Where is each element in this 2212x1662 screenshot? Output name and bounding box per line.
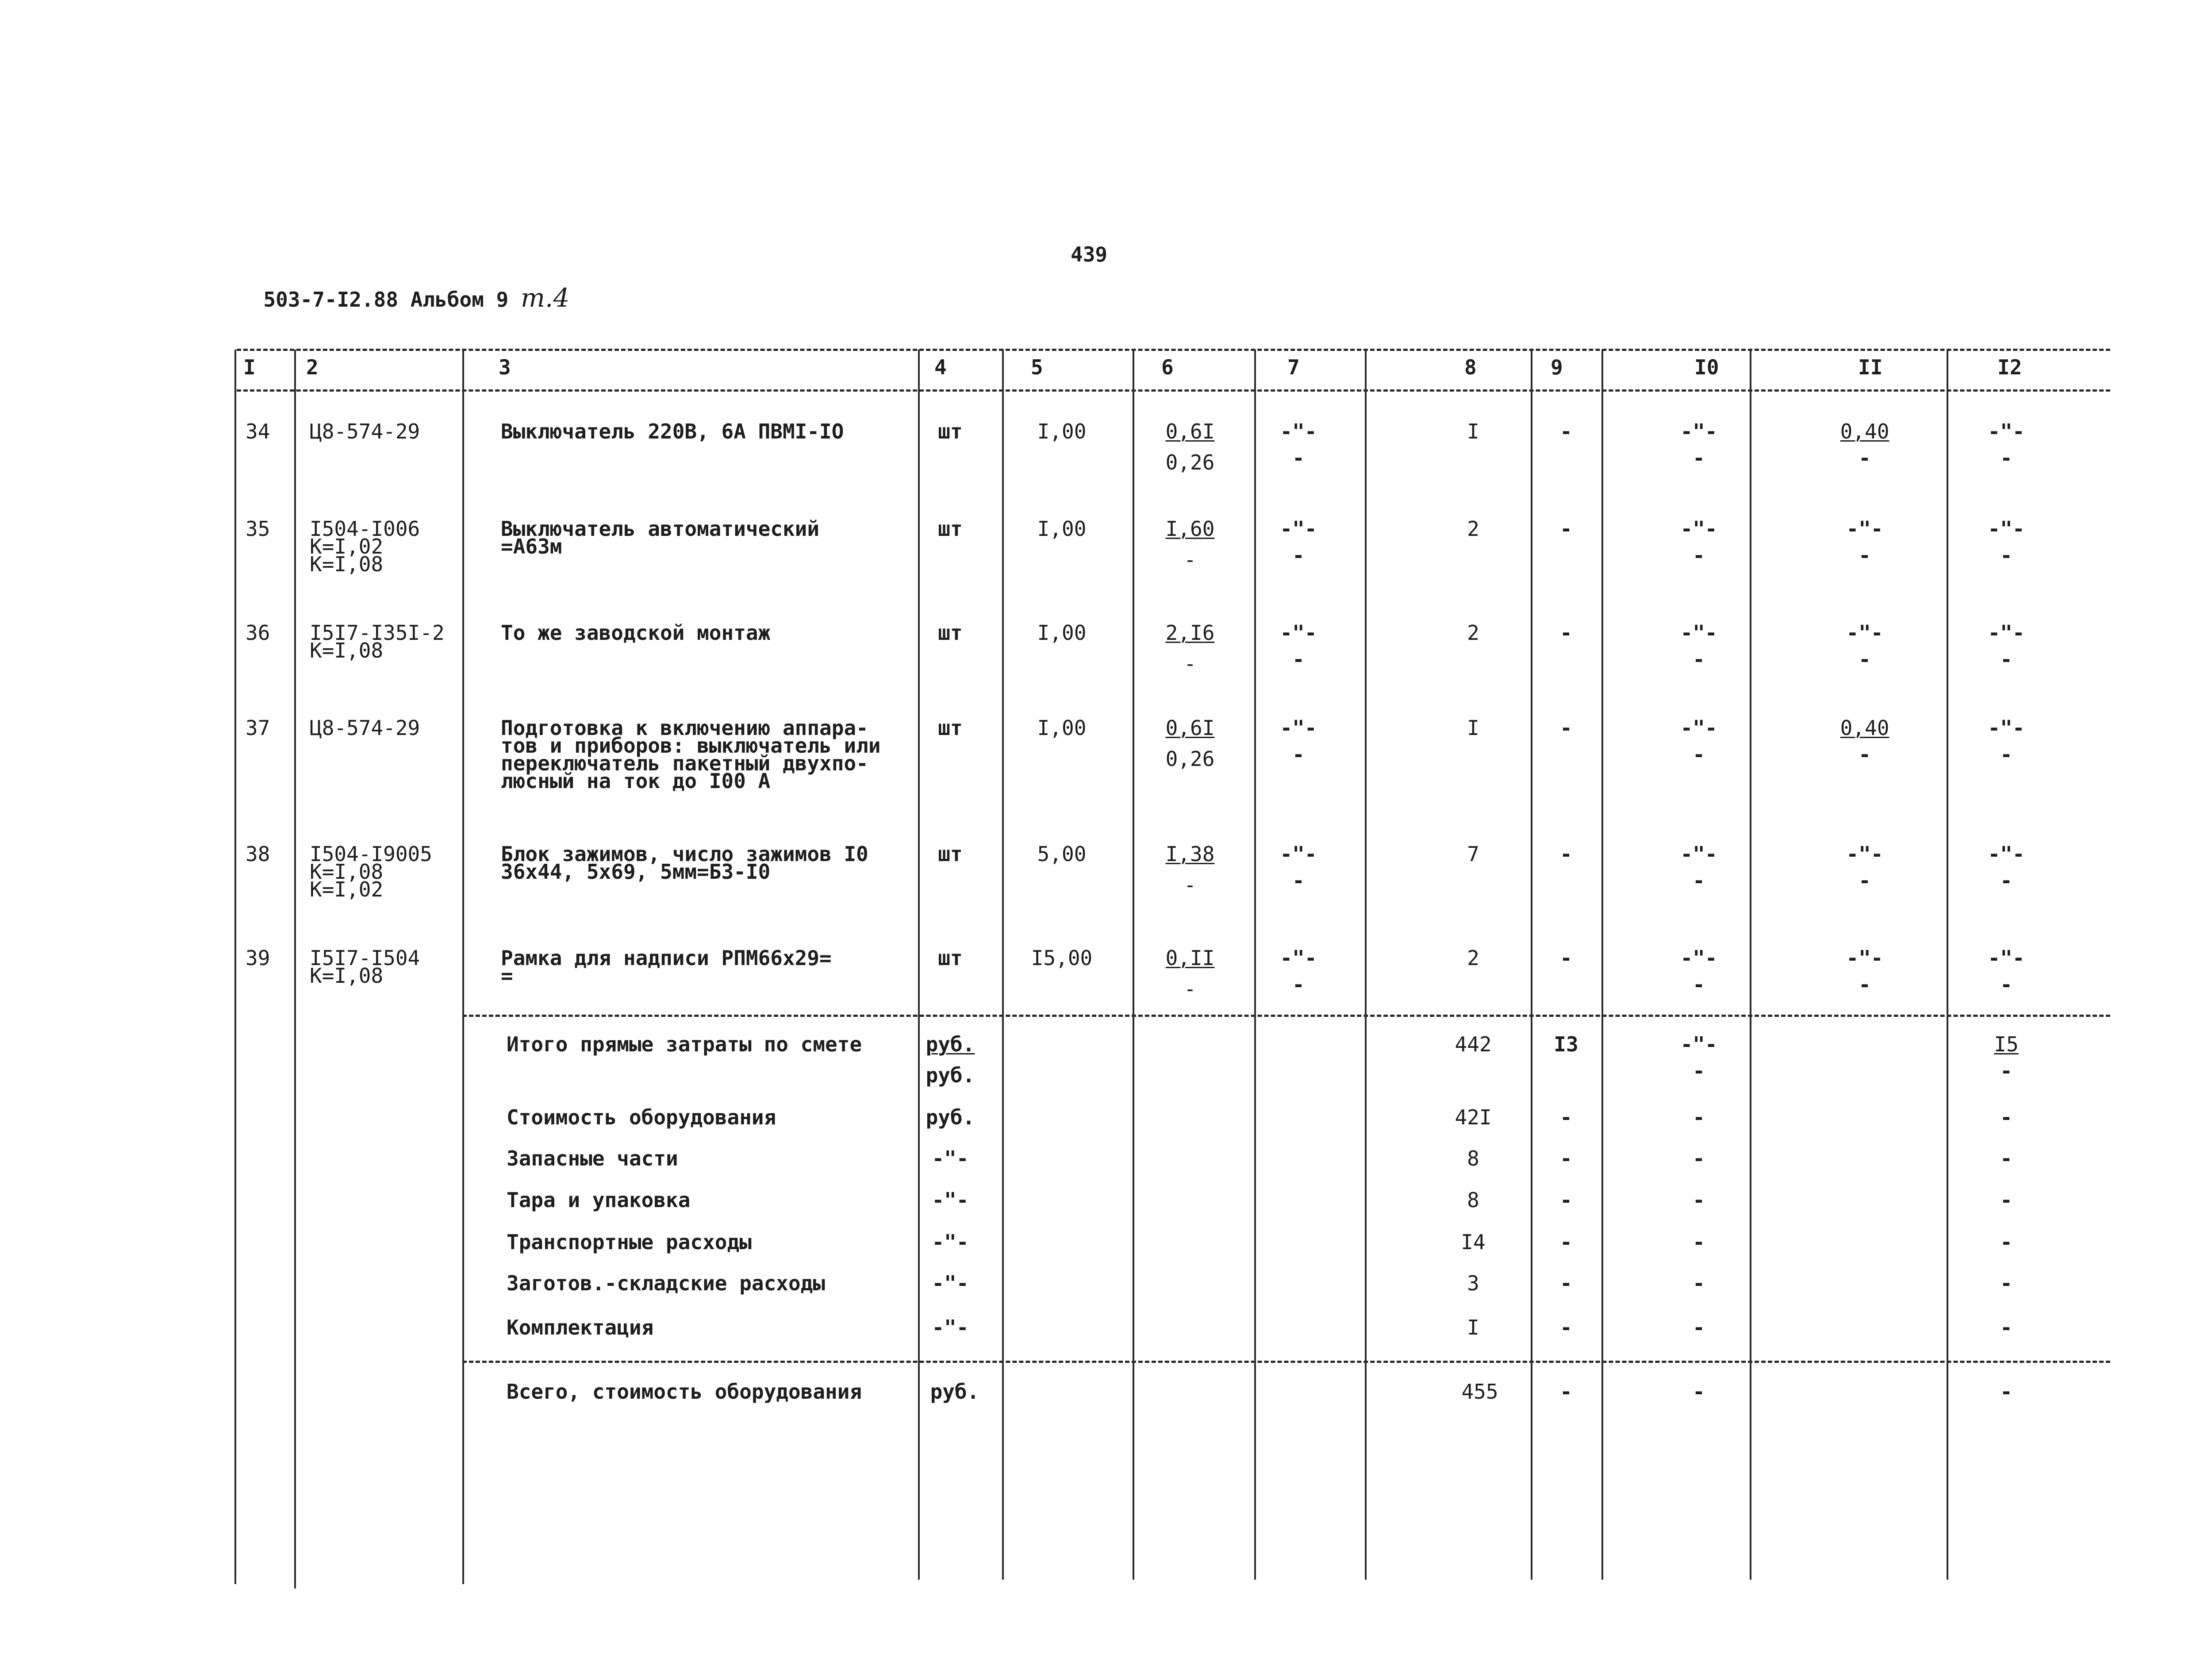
summary-col12: - xyxy=(2000,1230,2012,1254)
summary-col9: - xyxy=(1560,1230,1572,1254)
summary-col12: - xyxy=(2000,1105,2012,1129)
resource-code: I504-I9005 xyxy=(310,842,432,866)
summary-col10: - xyxy=(1693,1316,1705,1339)
column-header-2: 2 xyxy=(306,355,319,379)
resource-code: I5I7-I504 xyxy=(310,946,420,970)
summary-label: Запасные части xyxy=(507,1146,678,1170)
summary-unit: руб. xyxy=(926,1032,975,1056)
item-name: 36х44, 5х69, 5мм=БЗ-I0 xyxy=(501,860,771,884)
col6-cell: 0,26 xyxy=(1165,450,1215,474)
summary-col8: I xyxy=(1467,1316,1479,1339)
col10-cell: - xyxy=(1693,743,1705,766)
col12-cell: -"- xyxy=(1988,517,2025,541)
summary-col12: - xyxy=(2000,1316,2012,1339)
col10-cell: -"- xyxy=(1680,517,1717,541)
col9-cell: - xyxy=(1560,946,1572,970)
document-code-handwritten: т.4 xyxy=(520,283,570,313)
col12-cell: - xyxy=(2000,446,2012,470)
row-number: 39 xyxy=(246,946,270,970)
col9-cell: - xyxy=(1560,716,1572,740)
summary-col9: - xyxy=(1560,1188,1572,1212)
col12-cell: -"- xyxy=(1988,621,2025,645)
quantity-cell: I,00 xyxy=(1037,621,1087,645)
item-name: Выключатель 220В, 6А ПВМI-IО xyxy=(501,419,844,443)
col7-cell: -"- xyxy=(1280,621,1317,645)
total-col9: - xyxy=(1560,1380,1572,1404)
table-rule xyxy=(462,1015,2110,1017)
col9-cell: - xyxy=(1560,621,1572,645)
column-header-11: II xyxy=(1858,355,1883,379)
summary-col9: - xyxy=(1560,1105,1572,1129)
unit-cell: шт xyxy=(938,946,963,970)
summary-col12: I5 xyxy=(1994,1032,2019,1056)
row-number: 36 xyxy=(246,621,270,645)
row-number: 37 xyxy=(246,716,270,740)
col8-cell: I xyxy=(1467,716,1479,740)
item-name: тов и приборов: выключатель или xyxy=(501,734,881,758)
resource-code: К=I,08 xyxy=(310,860,384,884)
column-header-7: 7 xyxy=(1287,355,1300,379)
col12-cell: -"- xyxy=(1988,946,2025,970)
resource-code: Ц8-574-29 xyxy=(310,419,420,443)
total-label: Всего, стоимость оборудования xyxy=(507,1380,862,1404)
col11-cell: - xyxy=(1859,543,1871,567)
summary-col8: 8 xyxy=(1467,1188,1479,1212)
col7-cell: - xyxy=(1292,647,1305,671)
summary-col12: - xyxy=(2000,1059,2012,1083)
unit-cell: шт xyxy=(938,419,963,443)
unit-cell: шт xyxy=(938,517,963,541)
column-header-3: 3 xyxy=(499,355,511,379)
col12-cell: -"- xyxy=(1988,716,2025,740)
col12-cell: - xyxy=(2000,869,2012,893)
col9-cell: - xyxy=(1560,842,1572,866)
col7-cell: - xyxy=(1292,446,1305,470)
col10-cell: - xyxy=(1693,973,1705,996)
total-unit: руб. xyxy=(930,1380,979,1404)
col11-cell: - xyxy=(1859,446,1871,470)
col7-cell: - xyxy=(1292,869,1305,893)
summary-col10: - xyxy=(1693,1105,1705,1129)
summary-unit: -"- xyxy=(932,1146,969,1170)
column-header-1: I xyxy=(243,355,256,379)
col7-cell: -"- xyxy=(1280,716,1317,740)
summary-label: Итого прямые затраты по смете xyxy=(507,1032,862,1056)
col10-cell: - xyxy=(1693,446,1705,470)
col8-cell: 7 xyxy=(1467,842,1479,866)
summary-label: Заготов.-складские расходы xyxy=(507,1271,826,1295)
item-name: люсный на ток до I00 А xyxy=(501,769,771,793)
item-name: Подготовка к включению аппара- xyxy=(501,716,868,740)
unit-cell: шт xyxy=(938,842,963,866)
col7-cell: -"- xyxy=(1280,517,1317,541)
summary-col8: 8 xyxy=(1467,1146,1479,1170)
summary-col9: - xyxy=(1560,1316,1572,1339)
summary-col12: - xyxy=(2000,1271,2012,1295)
resource-code: К=I,08 xyxy=(310,639,384,662)
resource-code: Ц8-574-29 xyxy=(310,716,420,740)
resource-code: К=I,02 xyxy=(310,877,384,901)
col7-cell: -"- xyxy=(1280,842,1317,866)
document-code-text: 503-7-I2.88 Альбом 9 xyxy=(263,288,521,312)
summary-col9: - xyxy=(1560,1146,1572,1170)
col6-cell: 0,II xyxy=(1165,946,1215,970)
summary-col9: I3 xyxy=(1554,1032,1578,1056)
summary-col8: 442 xyxy=(1455,1032,1492,1056)
col10-cell: -"- xyxy=(1680,716,1717,740)
col11-cell: 0,40 xyxy=(1840,716,1889,740)
summary-label: Стоимость оборудования xyxy=(507,1105,776,1129)
col6-cell: - xyxy=(1184,977,1196,1001)
col6-cell: 0,26 xyxy=(1165,747,1215,771)
col10-cell: - xyxy=(1693,543,1705,567)
col6-cell: - xyxy=(1184,873,1196,897)
summary-col12: - xyxy=(2000,1146,2012,1170)
col12-cell: - xyxy=(2000,973,2012,996)
column-divider xyxy=(234,350,236,1584)
col6-cell: 0,6I xyxy=(1165,716,1215,740)
summary-col8: 3 xyxy=(1467,1271,1479,1295)
summary-col10: - xyxy=(1693,1271,1705,1295)
col7-cell: - xyxy=(1292,743,1305,766)
summary-unit: руб. xyxy=(926,1063,975,1087)
summary-label: Тара и упаковка xyxy=(507,1188,691,1212)
col9-cell: - xyxy=(1560,517,1572,541)
item-name: Выключатель автоматический xyxy=(501,517,820,541)
summary-unit: -"- xyxy=(932,1271,969,1295)
col11-cell: - xyxy=(1859,869,1871,893)
col7-cell: -"- xyxy=(1280,419,1317,443)
col12-cell: - xyxy=(2000,647,2012,671)
summary-col12: - xyxy=(2000,1188,2012,1212)
col10-cell: - xyxy=(1693,647,1705,671)
summary-unit: -"- xyxy=(932,1316,969,1339)
page-number: 439 xyxy=(1071,242,1108,266)
column-header-9: 9 xyxy=(1551,355,1563,379)
summary-col9: - xyxy=(1560,1271,1572,1295)
summary-col8: 42I xyxy=(1455,1105,1492,1129)
quantity-cell: 5,00 xyxy=(1037,842,1087,866)
resource-code: I504-I006 xyxy=(310,517,420,541)
col6-cell: 2,I6 xyxy=(1165,621,1215,645)
resource-code: К=I,02 xyxy=(310,535,384,558)
quantity-cell: I5,00 xyxy=(1031,946,1093,970)
summary-col8: I4 xyxy=(1461,1230,1486,1254)
summary-label: Комплектация xyxy=(507,1316,654,1339)
col7-cell: - xyxy=(1292,543,1305,567)
item-name: То же заводской монтаж xyxy=(501,621,771,645)
summary-col10: - xyxy=(1693,1059,1705,1083)
column-header-12: I2 xyxy=(1997,355,2022,379)
col8-cell: I xyxy=(1467,419,1479,443)
col6-cell: - xyxy=(1184,548,1196,572)
row-number: 38 xyxy=(246,842,270,866)
summary-col10: - xyxy=(1693,1146,1705,1170)
item-name: Блок зажимов, число зажимов I0 xyxy=(501,842,868,866)
summary-unit: руб. xyxy=(926,1105,975,1129)
col8-cell: 2 xyxy=(1467,946,1479,970)
col10-cell: -"- xyxy=(1680,419,1717,443)
total-col8: 455 xyxy=(1461,1380,1498,1404)
row-number: 35 xyxy=(246,517,270,541)
col11-cell: -"- xyxy=(1846,517,1883,541)
col10-cell: - xyxy=(1693,869,1705,893)
column-divider xyxy=(1365,350,1367,1580)
col6-cell: I,60 xyxy=(1165,517,1215,541)
col10-cell: -"- xyxy=(1680,621,1717,645)
col6-cell: - xyxy=(1184,652,1196,676)
resource-code: К=I,08 xyxy=(310,552,384,576)
col10-cell: -"- xyxy=(1680,842,1717,866)
item-name: переключатель пакетный двухпо- xyxy=(501,751,868,775)
col11-cell: - xyxy=(1859,973,1871,996)
summary-col10: -"- xyxy=(1680,1032,1717,1056)
column-divider xyxy=(294,350,296,1589)
col9-cell: - xyxy=(1560,419,1572,443)
summary-unit: -"- xyxy=(932,1230,969,1254)
unit-cell: шт xyxy=(938,621,963,645)
col12-cell: - xyxy=(2000,743,2012,766)
column-header-10: I0 xyxy=(1694,355,1719,379)
col8-cell: 2 xyxy=(1467,621,1479,645)
col7-cell: -"- xyxy=(1280,946,1317,970)
quantity-cell: I,00 xyxy=(1037,517,1087,541)
summary-col10: - xyxy=(1693,1188,1705,1212)
col11-cell: -"- xyxy=(1846,946,1883,970)
total-col12: - xyxy=(2000,1380,2012,1404)
item-name: Рамка для надписи РПМ66х29= xyxy=(501,946,832,970)
summary-label: Транспортные расходы xyxy=(507,1230,752,1254)
column-header-4: 4 xyxy=(934,355,947,379)
col12-cell: -"- xyxy=(1988,419,2025,443)
col6-cell: 0,6I xyxy=(1165,419,1215,443)
quantity-cell: I,00 xyxy=(1037,419,1087,443)
col10-cell: -"- xyxy=(1680,946,1717,970)
resource-code: К=I,08 xyxy=(310,964,384,988)
unit-cell: шт xyxy=(938,716,963,740)
row-number: 34 xyxy=(246,419,270,443)
col11-cell: - xyxy=(1859,647,1871,671)
table-rule xyxy=(237,349,2110,351)
col11-cell: 0,40 xyxy=(1840,419,1889,443)
col8-cell: 2 xyxy=(1467,517,1479,541)
table-rule xyxy=(462,1361,2110,1363)
col11-cell: -"- xyxy=(1846,842,1883,866)
col11-cell: -"- xyxy=(1846,621,1883,645)
quantity-cell: I,00 xyxy=(1037,716,1087,740)
col12-cell: - xyxy=(2000,543,2012,567)
column-divider xyxy=(462,350,464,1584)
item-name: =А63м xyxy=(501,535,562,558)
resource-code: I5I7-I35I-2 xyxy=(310,621,445,645)
col11-cell: - xyxy=(1859,743,1871,766)
total-col10: - xyxy=(1693,1380,1705,1404)
col12-cell: -"- xyxy=(1988,842,2025,866)
item-name: = xyxy=(501,964,513,988)
summary-col10: - xyxy=(1693,1230,1705,1254)
document-code xyxy=(239,259,569,313)
column-header-8: 8 xyxy=(1464,355,1477,379)
column-header-6: 6 xyxy=(1161,355,1174,379)
col6-cell: I,38 xyxy=(1165,842,1215,866)
table-rule xyxy=(237,389,2110,392)
summary-unit: -"- xyxy=(932,1188,969,1212)
column-header-5: 5 xyxy=(1031,355,1043,379)
col7-cell: - xyxy=(1292,973,1305,996)
